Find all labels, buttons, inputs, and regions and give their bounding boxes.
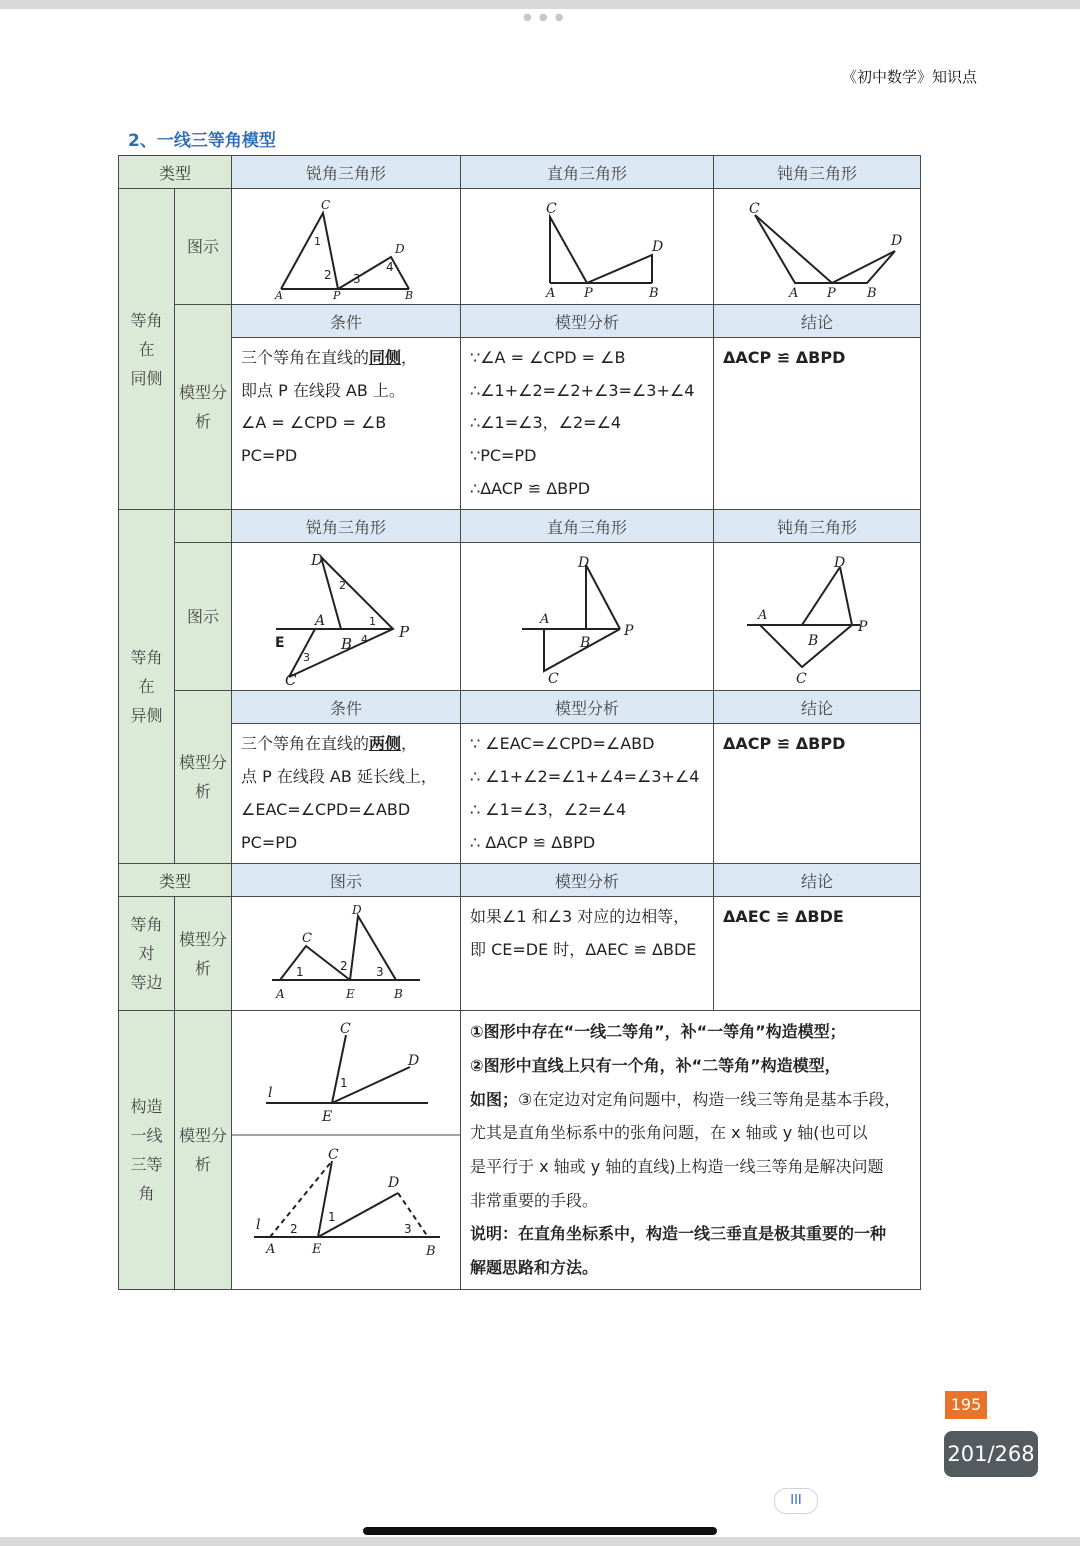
label-analysis-3: 模型分析 (175, 897, 232, 1011)
header-right-2: 直角三角形 (461, 510, 714, 543)
svg-text:C: C (548, 670, 559, 687)
figure-same-right (461, 189, 714, 305)
header-acute-2: 锐角三角形 (232, 510, 461, 543)
conclusion-opposite-side: ΔACP ≌ ΔBPD (714, 724, 921, 864)
header-type-2: 类型 (119, 864, 232, 897)
header-obtuse-2: 钝角三角形 (714, 510, 921, 543)
analysis-same-side: ∵∠A = ∠CPD = ∠B ∴∠1+∠2=∠2+∠3=∠3+∠4 ∴∠1=∠3，∠2=∠4 ∵PC=PD ∴ΔACP ≌ ΔBPD (461, 338, 714, 510)
svg-text:3: 3 (353, 271, 361, 286)
svg-text:P: P (584, 285, 593, 301)
svg-text:C: C (321, 197, 331, 212)
svg-text:B: B (426, 1244, 436, 1260)
status-bar (0, 0, 1080, 9)
svg-text:4: 4 (361, 632, 369, 646)
blank-cell (175, 510, 232, 543)
svg-text:E: E (312, 1242, 322, 1258)
svg-text:C: C (285, 670, 297, 689)
label-construct: 构造 一线 三等 角 (119, 1011, 175, 1290)
svg-text:P: P (827, 285, 836, 301)
figure-opposite-acute (232, 543, 461, 691)
svg-text:C: C (302, 930, 312, 946)
svg-text:l: l (256, 1217, 261, 1234)
header-conclusion: 结论 (714, 864, 921, 897)
svg-text:C: C (796, 670, 807, 687)
svg-text:D: D (352, 902, 362, 917)
subheader-analysis-2: 模型分析 (461, 691, 714, 724)
header-right: 直角三角形 (461, 156, 714, 189)
svg-text:1: 1 (296, 964, 304, 979)
svg-text:C: C (328, 1147, 339, 1164)
header-type: 类型 (119, 156, 232, 189)
analysis-equal-sides: 如果∠1 和∠3 对应的边相等， 即 CE=DE 时，ΔAEC ≌ ΔBDE (461, 897, 714, 1011)
section-title: 2、一线三等角模型 (128, 131, 276, 151)
bottom-bar (0, 1537, 1080, 1546)
header-figure: 图示 (232, 864, 461, 897)
svg-text:2: 2 (340, 958, 348, 973)
svg-text:4: 4 (386, 259, 394, 274)
svg-text:B: B (394, 986, 403, 1001)
model-table (118, 155, 921, 1290)
svg-text:B: B (649, 285, 659, 301)
page-counter[interactable]: 201/268 (944, 1431, 1038, 1477)
figure-opposite-right (461, 543, 714, 691)
label-figure-1: 图示 (175, 189, 232, 305)
svg-text:B: B (341, 634, 353, 653)
label-equal-sides: 等角 对 等边 (119, 897, 175, 1011)
svg-text:A: A (789, 285, 799, 301)
svg-text:B: B (867, 285, 877, 301)
svg-text:D: D (395, 241, 405, 256)
svg-text:D: D (408, 1053, 420, 1070)
svg-text:1: 1 (340, 1076, 348, 1091)
svg-text:P: P (858, 618, 868, 635)
svg-text:E: E (322, 1109, 333, 1126)
svg-text:C: C (340, 1021, 351, 1038)
svg-text:D: D (311, 550, 324, 569)
svg-text:1: 1 (369, 614, 377, 628)
svg-text:2: 2 (339, 578, 347, 592)
svg-text:B: B (405, 288, 414, 302)
svg-text:A: A (276, 986, 285, 1001)
svg-text:D: D (578, 554, 590, 571)
label-opposite-side: 等角 在 异侧 (119, 510, 175, 864)
label-analysis-1: 模型分析 (175, 305, 232, 510)
svg-text:A: A (266, 1242, 276, 1258)
condition-opposite-side: 三个等角在直线的两侧， 点 P 在线段 AB 延长线上， ∠EAC=∠CPD=∠ABD PC=PD (232, 724, 461, 864)
svg-text:E: E (275, 634, 285, 651)
book-title: 《初中数学》知识点 (841, 68, 977, 86)
page-number: 195 (945, 1391, 987, 1419)
svg-text:A: A (546, 285, 556, 301)
label-figure-2: 图示 (175, 543, 232, 691)
svg-text:D: D (891, 232, 903, 249)
figure-same-acute (232, 189, 461, 305)
subheader-analysis-1: 模型分析 (461, 305, 714, 338)
svg-text:1: 1 (328, 1210, 336, 1225)
svg-text:P: P (399, 622, 410, 641)
subheader-conclusion-1: 结论 (714, 305, 921, 338)
svg-text:E: E (346, 986, 355, 1001)
conclusion-same-side: ΔACP ≌ ΔBPD (714, 338, 921, 510)
svg-text:C: C (546, 200, 557, 217)
figure-equal-sides (232, 897, 461, 1011)
svg-text:B: B (580, 634, 591, 651)
svg-text:1: 1 (314, 234, 322, 248)
header-acute: 锐角三角形 (232, 156, 461, 189)
header-analysis: 模型分析 (461, 864, 714, 897)
subheader-conclusion-2: 结论 (714, 691, 921, 724)
svg-text:A: A (315, 612, 326, 629)
svg-text:D: D (388, 1175, 400, 1192)
more-dots-icon[interactable]: ● ● ● (523, 12, 566, 23)
conclusion-equal-sides: ΔAEC ≌ ΔBDE (714, 897, 921, 1011)
svg-text:C: C (749, 200, 760, 217)
analysis-opposite-side: ∵ ∠EAC=∠CPD=∠ABD ∴ ∠1+∠2=∠1+∠4=∠3+∠4 ∴ ∠1=∠3，∠2=∠4 ∴ ΔACP ≌ ΔBPD (461, 724, 714, 864)
svg-text:l: l (268, 1085, 273, 1102)
menu-icon[interactable]: III (774, 1488, 818, 1514)
svg-text:D: D (834, 554, 846, 571)
svg-text:2: 2 (290, 1222, 298, 1237)
home-indicator[interactable] (363, 1527, 717, 1535)
header-obtuse: 钝角三角形 (714, 156, 921, 189)
condition-same-side: 三个等角在直线的同侧， 即点 P 在线段 AB 上。 ∠A = ∠CPD = ∠B PC=PD (232, 338, 461, 510)
construct-notes: ①图形中存在“一线二等角”，补“一等角”构造模型； ②图形中直线上只有一个角，补“二等角”构造模型， 如图；③在定边对定角问题中，构造一线三等角是基本手段， 尤其是直角坐标系中的张角问题，在 x 轴或 y 轴(也可以 是平行于 x 轴或 y 轴的直线)上构造一线三等角是解决问题 非常重要的手段。 说明：在直角坐标系中，构造一线三垂直是极其重要的一种 解题思路和方法。 (461, 1011, 921, 1290)
figure-same-obtuse (714, 189, 921, 305)
svg-text:A: A (275, 288, 283, 302)
svg-text:3: 3 (404, 1222, 412, 1237)
label-same-side: 等角 在 同侧 (119, 189, 175, 510)
svg-text:P: P (624, 622, 634, 639)
figure-construct (232, 1011, 461, 1290)
svg-text:D: D (652, 238, 664, 255)
label-analysis-4: 模型分析 (175, 1011, 232, 1290)
subheader-condition-1: 条件 (232, 305, 461, 338)
svg-text:B: B (808, 632, 819, 649)
subheader-condition-2: 条件 (232, 691, 461, 724)
svg-text:2: 2 (324, 267, 332, 282)
figure-opposite-obtuse (714, 543, 921, 691)
label-analysis-2: 模型分析 (175, 691, 232, 864)
svg-text:A: A (758, 607, 768, 623)
svg-text:P: P (333, 288, 341, 302)
svg-text:3: 3 (376, 964, 384, 979)
svg-text:A: A (540, 611, 550, 627)
svg-text:3: 3 (303, 650, 311, 664)
